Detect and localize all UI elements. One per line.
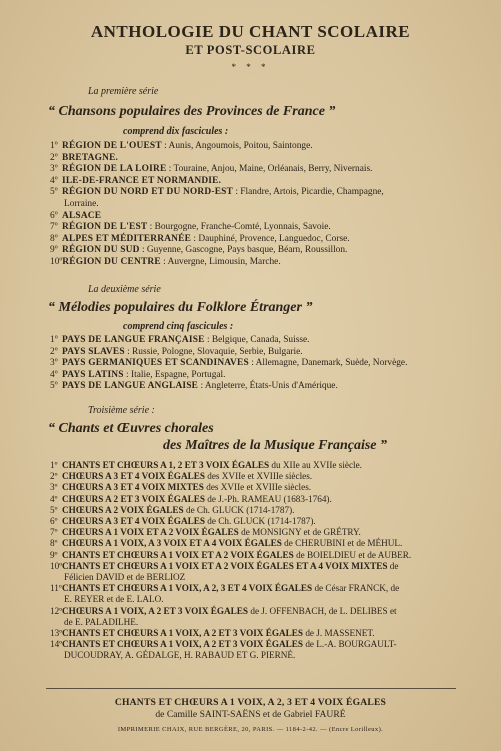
item-name: RÉGION DE LA LOIRE: [62, 164, 167, 175]
item-detail: : Aunis, Angoumois, Poitou, Saintonge.: [161, 141, 313, 151]
final-line-1: CHANTS ET CHŒURS A 1 VOIX, A 2, 3 ET 4 VOIX ÉGALES: [114, 697, 387, 708]
item-detail: : Allemagne, Danemark, Suède, Norvège.: [248, 358, 408, 369]
page-title: ANTHOLOGIE DU CHANT SCOLAIRE: [90, 22, 411, 41]
item-name: RÉGION DU SUD: [62, 245, 140, 256]
list-item: [50, 550, 480, 561]
list-item: [50, 257, 480, 269]
list-item: [50, 606, 480, 628]
list-item: [50, 234, 480, 246]
item-detail: : Touraine, Anjou, Maine, Orléanais, Berry, Nivernais.: [166, 164, 373, 175]
list-item: [50, 628, 480, 639]
item-continuation: Félicien DAVID et de BERLIOZ: [64, 572, 186, 583]
item-name: CHANTS ET CHŒURS A 1 VOIX ET A 2 VOIX ÉGALES ET A 4 VOIX MIXTES: [62, 560, 388, 571]
item-name: CHANTS ET CHŒURS A 1 VOIX, A 2 ET 3 VOIX ÉGALES: [62, 639, 304, 650]
serie2-comprend: comprend cinq fascicules :: [123, 321, 234, 332]
item-number: 2º: [50, 471, 58, 482]
item-name: CHŒURS A 3 ET 4 VOIX MIXTES: [62, 482, 204, 493]
list-item: [50, 583, 480, 605]
item-detail: de J. MASSENET.: [303, 628, 375, 639]
item-number: 5º: [50, 187, 58, 198]
list-item: [50, 358, 480, 370]
serie3-intro: Troisième série :: [88, 405, 155, 416]
item-detail: : Guyenne, Gascogne, Pays basque, Béarn, Roussillon.: [139, 245, 348, 256]
item-continuation: de E. PALADILHE.: [64, 616, 139, 627]
item-number: 1º: [50, 460, 58, 470]
item-name: PAYS SLAVES: [62, 346, 125, 357]
item-continuation: Lorraine.: [64, 198, 99, 209]
item-detail: de J. OFFENBACH, de L. DELIBES et: [248, 605, 397, 616]
serie1-list: [50, 141, 480, 269]
item-number: 13º: [50, 628, 63, 639]
list-item: [50, 153, 480, 165]
item-detail: : Russie, Pologne, Slovaquie, Serbie, Bulgarie.: [124, 346, 303, 357]
item-name: CHANTS ET CHŒURS A 1 VOIX ET A 2 VOIX ÉGALES: [62, 549, 294, 560]
item-name: CHŒURS A 1 VOIX ET A 2 VOIX ÉGALES: [62, 527, 239, 538]
item-name: RÉGION DU CENTRE: [62, 256, 161, 267]
serie1-title: “ Chansons populaires des Provinces de France ”: [48, 104, 336, 119]
final-line-2: de Camille SAINT-SAËNS et de Gabriel FAURÉ: [155, 709, 346, 720]
item-number: 7º: [50, 222, 58, 233]
item-name: CHŒURS A 3 ET 4 VOIX ÉGALES: [62, 471, 205, 482]
item-detail: des XVIIe et XVIIIe siècles.: [203, 482, 312, 493]
item-number: 5º: [50, 504, 58, 515]
item-number: 3º: [50, 482, 58, 493]
item-number: 8º: [50, 233, 58, 244]
item-number: 6º: [50, 210, 58, 221]
list-item: [50, 176, 480, 188]
item-name: BRETAGNE.: [62, 152, 119, 163]
serie3-title-line1: “ Chants et Œuvres chorales: [48, 421, 214, 436]
item-number: 12º: [50, 605, 63, 616]
item-continuation: DUCOUDRAY, A. GÉDALGE, H. RABAUD ET G. PIERNÉ.: [64, 650, 296, 661]
list-item: [50, 639, 480, 661]
item-name: ALSACE: [62, 210, 102, 221]
item-name: CHŒURS A 2 VOIX ÉGALES: [62, 504, 184, 515]
item-number: 1º: [50, 141, 58, 151]
item-name: CHŒURS A 1 VOIX, A 2 ET 3 VOIX ÉGALES: [62, 605, 249, 616]
item-number: 2º: [50, 152, 58, 163]
item-name: PAYS GERMANIQUES ET SCANDINAVES: [62, 358, 249, 369]
serie2-title: “ Mélodies populaires du Folklore Étranger ”: [48, 300, 313, 315]
item-detail: de: [387, 560, 399, 571]
list-item: [50, 460, 480, 471]
list-item: [50, 538, 480, 549]
item-detail: : Flandre, Artois, Picardie, Champagne,: [233, 187, 384, 198]
imprint: IMPRIMERIE CHAIX, RUE BERGÈRE, 20, PARIS. — 1184-2-42. — (Encre Lorilleux).: [117, 726, 384, 733]
list-item: [50, 164, 480, 176]
item-number: 3º: [50, 358, 58, 369]
item-detail: : Belgique, Canada, Suisse.: [204, 335, 310, 345]
item-number: 7º: [50, 527, 58, 538]
list-item: [50, 347, 480, 359]
item-number: 5º: [50, 381, 58, 392]
list-item: [50, 187, 480, 210]
item-name: ILE-DE-FRANCE ET NORMANDIE.: [62, 175, 222, 186]
item-detail: : Angleterre, États-Unis d'Amérique.: [198, 381, 338, 392]
serie2-list: [50, 335, 480, 393]
item-detail: de Ch. GLUCK (1714-1787).: [183, 504, 295, 515]
item-name: CHŒURS A 3 ET 4 VOIX ÉGALES: [62, 516, 205, 527]
item-continuation: E. REYER et de E. LALO.: [64, 594, 164, 605]
item-detail: : Auvergne, Limousin, Marche.: [160, 256, 281, 267]
serie3-list: [50, 460, 480, 662]
item-name: RÉGION DE L'OUEST: [62, 141, 162, 151]
item-name: CHŒURS A 1 VOIX, A 3 VOIX ET A 4 VOIX ÉGALES: [62, 538, 282, 549]
list-item: [50, 494, 480, 505]
list-item: [50, 505, 480, 516]
list-item: [50, 222, 480, 234]
item-number: 10º: [50, 256, 63, 267]
page-subtitle: ET POST-SCOLAIRE: [185, 43, 316, 57]
item-number: 14º: [50, 639, 63, 650]
list-item: [50, 370, 480, 382]
list-item: [50, 335, 480, 347]
item-name: RÉGION DU NORD ET DU NORD-EST: [62, 187, 234, 198]
item-detail: de MONSIGNY et de GRÉTRY.: [238, 527, 361, 538]
item-number: 1º: [50, 335, 58, 345]
item-name: CHANTS ET CHŒURS A 1 VOIX, A 2, 3 ET 4 VOIX ÉGALES: [62, 583, 313, 594]
serie1-intro: La première série: [88, 86, 159, 97]
list-item: [50, 211, 480, 223]
serie2-intro: La deuxième série: [88, 284, 161, 295]
item-detail: de BOIELDIEU et de AUBER.: [293, 549, 412, 560]
serie1-comprend: comprend dix fascicules :: [123, 126, 229, 137]
item-detail: : Dauphiné, Provence, Languedoc, Corse.: [191, 233, 350, 244]
list-item: [50, 516, 480, 527]
item-detail: de Ch. GLUCK (1714-1787).: [204, 516, 316, 527]
list-item: [50, 561, 480, 583]
item-name: CHŒURS A 2 ET 3 VOIX ÉGALES: [62, 493, 205, 504]
list-item: [50, 245, 480, 257]
item-number: 9º: [50, 549, 58, 560]
item-name: PAYS LATINS: [62, 369, 124, 380]
item-number: 8º: [50, 538, 58, 549]
ornament-stars: * * *: [231, 62, 270, 72]
item-number: 9º: [50, 245, 58, 256]
list-item: [50, 527, 480, 538]
list-item: [50, 141, 480, 153]
item-number: 4º: [50, 175, 58, 186]
item-detail: de L.-A. BOURGAULT-: [303, 639, 397, 650]
list-item: [50, 471, 480, 482]
item-number: 2º: [50, 346, 58, 357]
item-detail: de CHERUBINI et de MÉHUL.: [281, 538, 403, 549]
item-number: 6º: [50, 516, 58, 527]
serie3-title-line2: des Maîtres de la Musique Française ”: [163, 438, 388, 453]
item-detail: de César FRANCK, de: [312, 583, 400, 594]
item-name: PAYS DE LANGUE FRANÇAISE: [62, 335, 205, 345]
list-item: [50, 381, 480, 393]
item-name: PAYS DE LANGUE ANGLAISE: [62, 381, 199, 392]
item-detail: des XVIIe et XVIIIe siècles.: [204, 471, 313, 482]
item-name: CHANTS ET CHŒURS A 1, 2 ET 3 VOIX ÉGALES: [62, 460, 270, 470]
item-number: 11º: [50, 583, 62, 594]
item-detail: du XIIe au XVIIe siècle.: [269, 460, 362, 470]
item-detail: : Italie, Espagne, Portugal.: [123, 369, 226, 380]
item-name: RÉGION DE L'EST: [62, 222, 148, 233]
item-detail: de J.-Ph. RAMEAU (1683-1764).: [204, 493, 332, 504]
item-number: 4º: [50, 369, 58, 380]
item-number: 4º: [50, 493, 58, 504]
item-name: CHANTS ET CHŒURS A 1 VOIX, A 2 ET 3 VOIX ÉGALES: [62, 628, 304, 639]
list-item: [50, 482, 480, 493]
item-number: 10º: [50, 560, 63, 571]
item-name: ALPES ET MÉDITERRANÉE: [62, 233, 192, 244]
item-detail: : Bourgogne, Franche-Comté, Lyonnais, Savoie.: [147, 222, 331, 233]
divider: [46, 688, 456, 689]
item-number: 3º: [50, 164, 58, 175]
